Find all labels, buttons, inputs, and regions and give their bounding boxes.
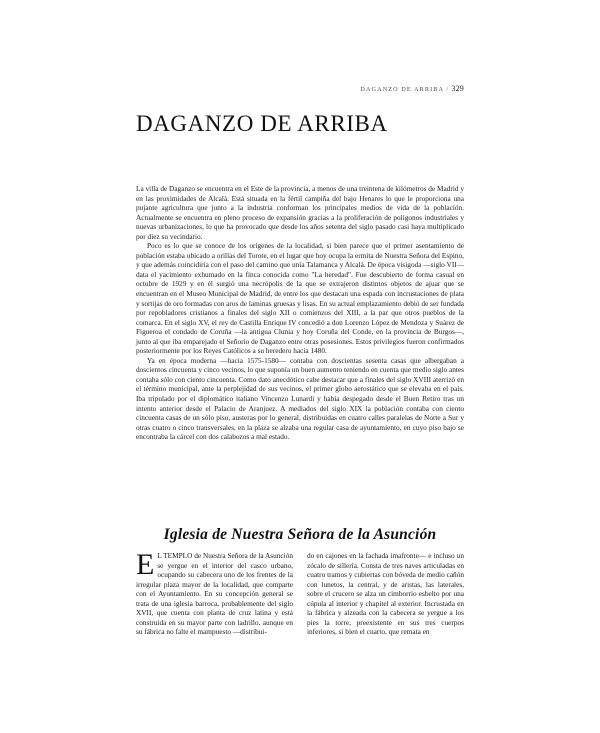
column-left-body: L TEMPLO de Nuestra Señora de la Asunción se yergue en el interior del casco urbano, ocupando su cabecera uno de los frentes de la irregular plaza mayor de la localidad, que comparte con el Ayuntamiento. En su concepción general se trata de una iglesia barroca, probablemente del siglo XVII, que cuenta con planta de cruz latina y está construida en su mayor parte con ladrillo, aunque en su fábrica no falte el mampuesto —distribui-: [136, 551, 293, 637]
body-paragraph-1: La villa de Daganzo se encuentra en el Este de la provincia, a menos de una treintena de kilómetros de Madrid y en las proximidades de Alcalá. Está situada en la fértil campiña del bajo Henares lo que le proporciona una pujante agricultura que junto a la industria conforman los principales medios de vida de la población. Actualmente se encuentra en pleno proceso de expansión gracias a la proliferación de polígonos industriales y nuevas urbanizaciones, lo que ha provocado que desde los años setenta del siglo pasado casi haya multiplicado por diez su vecindario.: [136, 184, 464, 241]
drop-cap: E: [136, 548, 155, 581]
running-head-title: DAGANZO DE ARRIBA: [360, 86, 444, 93]
running-head-separator: /: [446, 86, 449, 93]
column-right: [307, 551, 464, 637]
intro-body-text: [136, 184, 464, 442]
page-title: DAGANZO DE ARRIBA: [136, 111, 388, 137]
column-left: [136, 548, 293, 637]
body-paragraph-2: Poco es lo que se conoce de los orígenes de la localidad, si bien parece que el primer asentamiento de población estaba ubicado a orillas del Torote, en el lugar que hoy ocupa la ermita de Nuestra Señora del Espino, y que además coincidiría con el paso del camino que unía Talamanca y Alcalá. De época visigoda —siglo VII— data el yacimiento exhumado en la finca conocida como "La heredad". Fue descubierto de forma casual en octubre de 1929 y en él surgió una necrópolis de la que se extrajeron distintos objetos de ajuar que se encuentran en el Museo Municipal de Madrid, de entre los que destacan una espada con incrustaciones de plata y sortijas de oro formadas con aros de laminas gruesas y lisas. En su actual emplazamiento debió de ser fundada por repobladores cristianos a finales del siglo XII o comienzos del XIII, a la par que otros pueblos de la comarca. En el siglo XV, el rey de Castilla Enrique IV concedió a don Lorenzo López de Mendoza y Suárez de Figueroa el condado de Coruña —la antigua Clunia y hoy Coruña del Conde, en la provincia de Burgos—, junto al que iba emparejado el Señorío de Daganzo entre otras posesiones. Estos privilegios fueron confirmados posteriormente por los Reyes Católicos a su heredero hacia 1480.: [136, 241, 464, 356]
two-column-section: [136, 548, 464, 637]
body-paragraph-3: Ya en época moderna —hacia 1575-1580— contaba con doscientas sesenta casas que albergaban a doscientos cincuenta y cinco vecinos, lo que suponía un buen aumento teniendo en cuenta que medio siglo antes contaba sólo con ciento cincuenta. Como dato anecdótico cabe destacar que a finales del siglo XVIII aterrizó en el término municipal, ante la perplejidad de sus vecinos, el primer globo aerostático que se elevaba en el país. Iba tripulado por el diplomático italiano Vincenzo Lunardi y había despegado desde el Buen Retiro tras un intento anterior desde el Palacio de Aranjuez. A mediados del siglo XIX la población contaba con ciento cincuenta casas de un sólo piso, austeras por lo general, distribuidas en cuatro calles paralelas de Norte a Sur y otras cuatro o cinco transversales, en la plaza se alzaba una regular casa de ayuntamiento, en cuyo piso bajo se encontraba la cárcel con dos calabozos a mal estado.: [136, 355, 464, 442]
section-title: Iglesia de Nuestra Señora de la Asunción: [163, 525, 437, 543]
column-left-text: [136, 548, 293, 637]
page-folio-number: 329: [451, 84, 464, 93]
column-right-text: do en cajones en la fachada imafronte— e incluso un zócalo de sillería. Consta de tres naves articuladas en cuatro tramos y cubiertas con bóveda de medio cañón con lunetos, la central, y de aristas, las laterales, sobre el crucero se alza un cimborrio esbelto por una cúpula al interior y chapitel al exterior. Incrustada en la fábrica y alzeada con la cabecera se yergue a los pies la torre, preexistente en sus tres cuerpos inferiores, si bien el cuarto, que remata en: [307, 551, 464, 637]
running-head: [136, 84, 464, 93]
